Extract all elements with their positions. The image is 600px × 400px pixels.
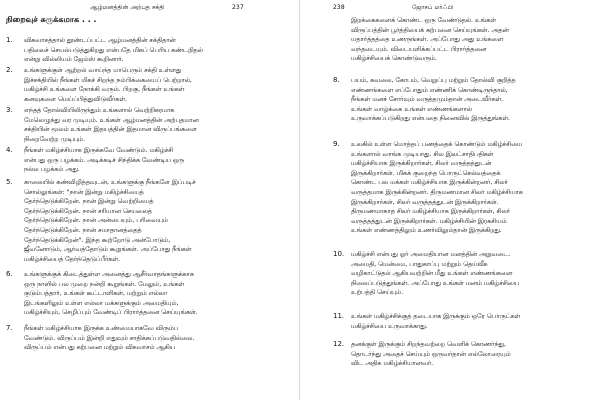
item-text: உங்களுக்குள் ஆற்றல் வாய்ந்த மாபெரும் சக்தி உள்ளது இச்சக்தியில் நீங்கள் மிகச் சிறந்த நம்பிக்கையைப் பெற்றால், மகிழ்ச்சி உங்களை நோக்கி வரும். பிறகு, நீங்கள் உங்கள் கனவுகளை மெய்ப்பித்துவிடுவீர்கள். xyxy=(24,67,192,103)
list-item xyxy=(6,66,282,104)
item-number: 4. xyxy=(6,146,13,154)
item-text: இறக்கைகளைக் கொண்ட ஒரு வேண்டுதல். உங்கள் விருப்பத்தின் பூர்த்தியைக் கற்பனை செய்யுங்கள். அதன் யதார்த்தத்தை உணருங்கள். அப்போது அது உங்களை வந்தடையும். விடையளிக்கப்பட்ட பிரார்த்தனை மகிழ்ச்சியைக் கொண்டுவரும். xyxy=(351,17,509,63)
item-text: நீங்கள் மகிழ்ச்சியாக இருக்கவே வேண்டும். மகிழ்ச்சி என்பது ஒரு பழக்கம். அடிக்கடிச் சிந்திக்க வேண்டிய ஒரு நல்ல பழக்கம் அது. xyxy=(24,147,184,174)
item-number: 6. xyxy=(6,270,13,278)
item-number: 2. xyxy=(6,66,13,74)
list-item xyxy=(6,324,282,353)
left-running-header: ஆழ்மனத்தின் அற்புத சக்தி xyxy=(90,4,165,11)
list-item xyxy=(6,146,282,175)
list-item xyxy=(333,140,586,236)
list-item xyxy=(6,106,282,144)
left-page-number: 237 xyxy=(232,4,244,11)
item-number: 3. xyxy=(6,106,13,114)
list-item xyxy=(333,340,586,369)
item-text: காலையில் கண்விழித்தவுடன், உங்களுக்கு நீங்களே இப்படிச் சொல்லுங்கள்: "நான் இன்று மகிழ்ச்சியைத் தேர்ந்தெடுக்கிறேன். நான் இன்று வெற்றியைத் தேர்ந்தெடுக்கிறேன். நான் சரியான செயலைத் தேர்ந்தெடுக்கிறேன். நான் அன்பையும், பரிவையும் தேர்ந்தெடுக்கிறேன். நான் சமாதானத்தைத் தேர்ந்தெடுக்கிறேன்". இந்த கூற்றோடு அன்போடும், ஜீவனோடும், ஆர்வத்தோடும் கூறுங்கள். அப்போது நீங்கள் மகிழ்ச்சியைத் தேர்ந்தெடுப்பீர்கள். xyxy=(24,179,196,263)
item-text: உலகில் உள்ள மொத்தப் பணத்தைக் கொண்டும் மகிழ்ச்சியை உங்களால் வாங்க முடியாது. சில இலட்சாதிபதிகள் மகிழ்ச்சியாக இருக்கிறார்கள், சிலர் வருத்தத்துடன் இருக்கிறார்கள். மிகக் குறைந்த பொருட்செல்வத்தைக் கொண்ட பல மக்கள் மகிழ்ச்சியாக இருக்கின்றனர், சிலர் வருத்தமாக இருக்கின்றனர். திருமணமான சிலர் மகிழ்ச்சியாக இருக்கிறார்கள், சிலர் வருத்தத்துடன் இருக்கிறார்கள். திருமணமாகாத சிலர் மகிழ்ச்சியாக இருக்கிறார்கள், சிலர் வருத்தத்துடன் இருக்கிறார்கள். மகிழ்ச்சியின் இரகசியம் உங்கள் எண்ணத்திலும் உணர்விலும்தான் இருக்கிறது. xyxy=(351,141,523,235)
list-item xyxy=(333,16,586,64)
item-text: எந்தத் தோல்வியிலிருந்தும் உங்களால் வெற்றிகரமாக மேலெழுந்து வர முடியும். உங்கள் ஆழ்மனத்தின் அற்புதமான சக்தியின் மூலம் உங்கள் இதயத்தின் இதமான விருப்பங்களை நிறைவேற்ற முடியும். xyxy=(24,107,199,143)
item-number: 1. xyxy=(6,36,13,44)
list-item xyxy=(6,270,282,318)
section-title: நிறைவுச் சுருக்கமாக . . . xyxy=(6,15,97,24)
list-item xyxy=(333,312,586,331)
item-text: மகிழ்ச்சி என்பது ஓர் அமைதியான மனத்தின் அறுவடை. அமைதி, மென்மை, பாதுகாப்பு மற்றும் தெய்வீக வழிகாட்டுதல் ஆகியவற்றின் மீது உங்கள் எண்ணங்களை நிலைப்படுத்துங்கள். அப்போது உங்கள் மனம் மகிழ்ச்சியை உற்பத்தி செய்யும். xyxy=(351,251,520,297)
right-running-header: ஜோசப் மர்ஃபி xyxy=(412,4,454,11)
item-text: தனக்குள் இருக்கும் சிறந்தவற்றை வெளிக் கொணர்ந்து, தொடர்ந்து அதைச் செய்யும் ஒருவர்தான் எல்லோரையும் விட அதிக மகிழ்ச்சியானவர். xyxy=(351,341,511,368)
list-item xyxy=(6,36,282,65)
item-number: 11. xyxy=(333,312,345,320)
list-item xyxy=(6,178,282,264)
item-text: விசுவாசத்தால் தூண்டப்பட்ட ஆழ்மனத்தின் சக்திதான் பதிலைச் செயல்படுத்துகிறது என்பதே மிகப் பெரிய கண்டறிதல் என்று வில்லியம் ஜேம்ஸ் கூறினார். xyxy=(24,37,203,64)
item-number: 8. xyxy=(333,76,340,84)
item-number: 10. xyxy=(333,250,345,258)
right-page-number: 238 xyxy=(333,4,345,11)
item-text: பயம், கவலை, கோபம், வெறுப்பு மற்றும் தோல்வி குறித்த எண்ணங்களை எப்போதும் எண்ணிக் கொண்டிருந்தால், நீங்கள் மனச் சோர்வும் வருத்தமும்தான் அடைவீர்கள். உங்கள் வாழ்க்கை உங்கள் எண்ணங்களால் உருவாக்கப்படுகிறது என்பதை நினைவில் இருத்துங்கள். xyxy=(351,77,516,123)
list-item xyxy=(333,250,586,298)
item-number: 9. xyxy=(333,140,340,148)
item-number: 5. xyxy=(6,178,13,186)
item-text: உங்கள் மகிழ்ச்சிக்குத் தடையாக இருக்கும் ஒரே பொருட்கள் மகிழ்ச்சியை உருவாக்காது. xyxy=(351,313,521,330)
list-item xyxy=(333,76,586,124)
item-number: 7. xyxy=(6,324,13,332)
item-number: 12. xyxy=(333,340,345,348)
item-text: உங்களுக்குக் கிடைத்துள்ள அனைத்து ஆசீர்வாதங்களுக்காக ஒரு நாளில் பல முறை நன்றி கூறுங்கள். மேலும், உங்கள் குடும்பத்தார், உங்கள் கூட்டாளிகள், மற்றும் எல்லா இடங்களிலும் உள்ள எல்லா மக்களுக்கும் அமைதியும், மகிழ்ச்சியும், செழிப்பும் வேண்டிப் பிரார்த்தனை செய்யுங்கள். xyxy=(24,271,198,317)
item-text: நீங்கள் மகிழ்ச்சியாக இருக்க உண்மையாகவே விரும்ப வேண்டும். விருப்பம் இன்றி எதுவும் சாதிக்கப்படுவதில்லை. விருப்பம் என்பது கற்பனை மற்றும் விசுவாசம் ஆகிய xyxy=(24,325,195,352)
right-page xyxy=(300,0,600,400)
